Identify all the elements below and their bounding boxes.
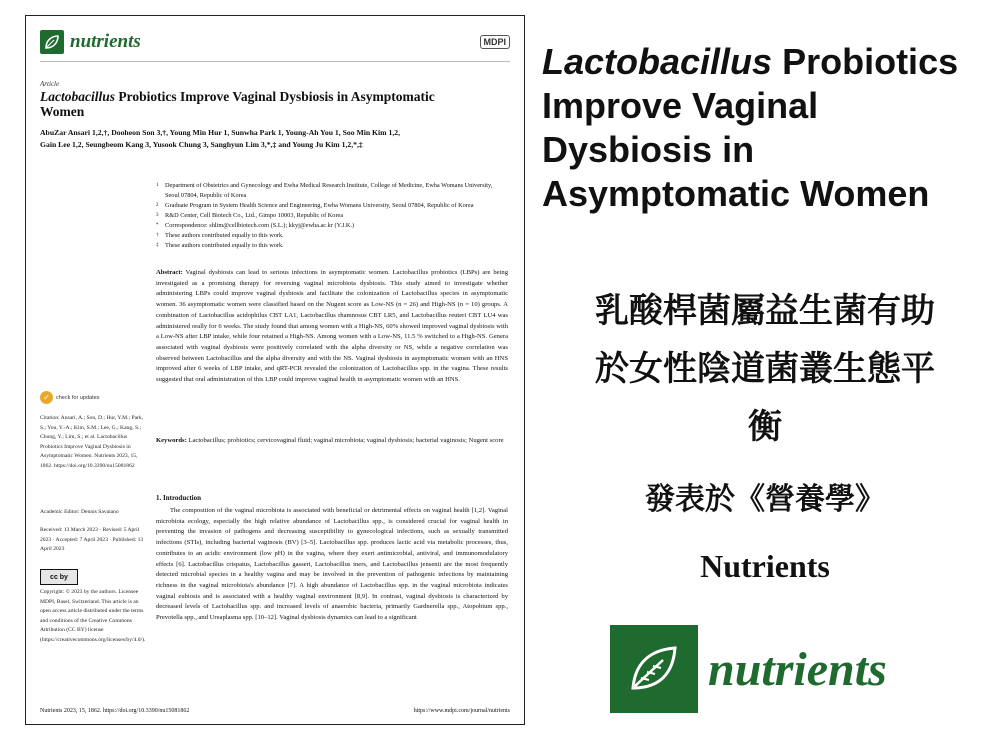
check-icon: ✓	[40, 391, 53, 404]
check-updates-label: check for updates	[56, 394, 100, 401]
paper-title	[40, 89, 470, 119]
introduction-text: The composition of the vaginal microbiota is associated with beneficial or detrimental effects on vaginal health [1,2]. Vaginal microbiota ecology, especially the high relative abundance of Lactobacillus spp., is considered crucial for vaginal health in preventing the invasion of pathogens and decreasing susceptibility to gynecological infections, such as sexually transmitted infections (STIs), including bacterial vaginosis (BV) [3–5]. Lactobacillus spp. produces lactic acid via metabolic processes, thus, contributes to an acidic environment (low pH) in the vagina, where they exert antimicrobial, antiviral, and immunomodulatory effects [6]. Lactobacillus crispatus, Lactobacillus gasseri, Lactobacillus iners, and Lactobacillus jensenii are the most frequently detected microbial species in a healthy vagina and may be involved in the prevention of pathogenic infections by maintaining richness in the vaginal microbiota's abundance [7]. A high abundance of Lactobacillus spp. in the vaginal microbiota indicates vaginal eubiosis and is associated with a healthy vaginal environment [8,9]. In contrast, vaginal dysbiosis is characterized by decreased levels of Lactobacillus spp. and increased levels of anaerobic bacteria, primarily Gardnerella spp., Atopobium spp., Prevotella spp., and Ureaplasma spp. [10–12]. Vaginal dysbiosis dynamics can lead to a significant	[156, 507, 508, 622]
affiliations	[156, 181, 506, 251]
check-for-updates[interactable]	[40, 391, 99, 404]
paper-title-rest: Probiotics Improve Vaginal Dysbiosis in Asymptomatic Women	[40, 89, 435, 119]
journal-logo-text: nutrients	[70, 31, 141, 52]
abstract-text: Vaginal dysbiosis can lead to serious infections in asymptomatic women. Lactobacillus probiotics (LBPs) are being investigated as a promising therapy for reversing vaginal microbiota dysbiosis. This study aimed to investigate whether administering LBPs could improve vaginal dysbiosis and facilitate the colonization of Lactobacillus species in asymptomatic women. 36 asymptomatic women were classified based on the Nugent score as Low-NS (n = 26) and High-NS (n = 10) groups. A combination of Lactobacillus acidophilus CBT LA1, Lactobacillus rhamnosus CBT LR5, and Lactobacillus reuteri CBT LU4 was administered orally for 6 weeks. The study found that among women with a High-NS, 60% showed improved vaginal dysbiosis with a Low-NS after LBP intake, while four retained a High-NS. Among women with a Low-NS, 11.5 % switched to a High-NS. Genera associated with vaginal dysbiosis were positively correlated with the alpha diversity or NS, while a negative correlation was observed between Lactobacillus and the alpha diversity and with the NS. Vaginal dysbiosis in asymptomatic women with an HNS improved after 6 weeks of LBP intake, and qRT-PCR revealed the colonization of Lactobacillus spp. in the vagina. These results suggested that oral administration of this LBP could improve vaginal health in asymptomatic women with an HNS.	[156, 269, 508, 384]
authors-line: Gain Lee 1,2, Seungbeom Kang 3, Yusook Chung 3, Sanghyun Lim 3,*,‡ and Young Ju Kim 1,2,*,‡	[40, 140, 363, 149]
leaf-icon	[40, 30, 64, 54]
english-title-rest: Probiotics Improve Vaginal Dysbiosis in Asymptomatic Women	[542, 41, 959, 214]
journal-logo-large	[610, 625, 887, 713]
keywords-text: Lactobacillus; probiotics; cervicovaginal fluid; vaginal microbiota; vaginal dysbiosis; bacterial vaginosis; Nugent score	[188, 437, 504, 444]
affiliation: 3 R&D Center, Cell Biotech Co., Ltd., Gimpo 10003, Republic of Korea	[156, 212, 344, 219]
journal-logo-large-text: nutrients	[708, 642, 887, 696]
footer-url: https://www.mdpi.com/journal/nutrients	[413, 708, 510, 714]
journal-name: Nutrients	[700, 548, 830, 584]
author-list	[40, 127, 510, 151]
publisher-logo: MDPI	[480, 35, 511, 49]
affiliation: † These authors contributed equally to this work.	[156, 232, 284, 239]
paper-footer	[40, 708, 510, 714]
leaf-icon	[610, 625, 698, 713]
academic-editor: Academic Editor: Dennis Savaiano	[40, 509, 119, 515]
abstract-label: Abstract:	[156, 269, 183, 276]
paper-preview	[25, 15, 525, 725]
article-type: Article	[40, 80, 60, 88]
abstract	[156, 268, 508, 386]
keywords-label: Keywords:	[156, 437, 187, 444]
publication-dates: Received: 13 March 2023 · Revised: 5 April 2023 · Accepted: 7 April 2023 · Published: 13 April 2023	[40, 527, 144, 553]
copyright: Copyright: © 2023 by the authors. Licensee MDPI, Basel, Switzerland. This article is an open access article distributed under the terms and conditions of the Creative Commons Attribution (CC BY) license (https://creativecommons.org/licenses/by/4.0/).	[40, 589, 146, 643]
english-title-genus: Lactobacillus	[542, 41, 773, 82]
affiliation: 2 Graduate Program in System Health Science and Engineering, Ewha Womans University, Seoul 07804, Republic of Korea	[156, 202, 474, 209]
keywords	[156, 436, 508, 447]
journal-logo	[40, 30, 141, 54]
footer-citation: Nutrients 2023, 15, 1862. https://doi.org/10.3390/nu15081862	[40, 708, 190, 714]
affiliation: 1 Department of Obstetrics and Gynecology and Ewha Medical Research Institute, College of Medicine, Ewha Womans University, Seoul 07804, Republic of Korea	[156, 182, 493, 199]
affiliation: ‡ These authors contributed equally to this work.	[156, 242, 284, 249]
affiliation: * Correspondence: shlim@cellbiotech.com (S.L.); kkyj@ewha.ac.kr (Y.J.K.)	[156, 222, 355, 229]
section-heading: 1. Introduction	[156, 494, 201, 502]
english-title	[542, 40, 982, 216]
chinese-published-in: 發表於《營養學》	[645, 482, 885, 517]
paper-title-genus: Lactobacillus	[40, 89, 115, 104]
authors-line: AbuZar Ansari 1,2,†, Dooheon Son 3,†, Young Min Hur 1, Sunwha Park 1, Young-Ah You 1, Soo Min Kim 1,2,	[40, 128, 401, 137]
header-divider	[40, 61, 510, 62]
citation: Citation: Ansari, A.; Son, D.; Hur, Y.M.; Park, S.; You, Y.-A.; Kim, S.M.; Lee, G.; Kang, S.; Chung, Y.; Lim, S.; et al. Lactobacillus Probiotics Improve Vaginal Dysbiosis in Asymptomatic Women. Nutrients 2023, 15, 1862. https://doi.org/10.3390/nu15081862	[40, 415, 144, 469]
chinese-title: 乳酸桿菌屬益生菌有助於女性陰道菌叢生態平衡	[595, 291, 935, 447]
cc-license-badge: cc by	[40, 569, 78, 585]
